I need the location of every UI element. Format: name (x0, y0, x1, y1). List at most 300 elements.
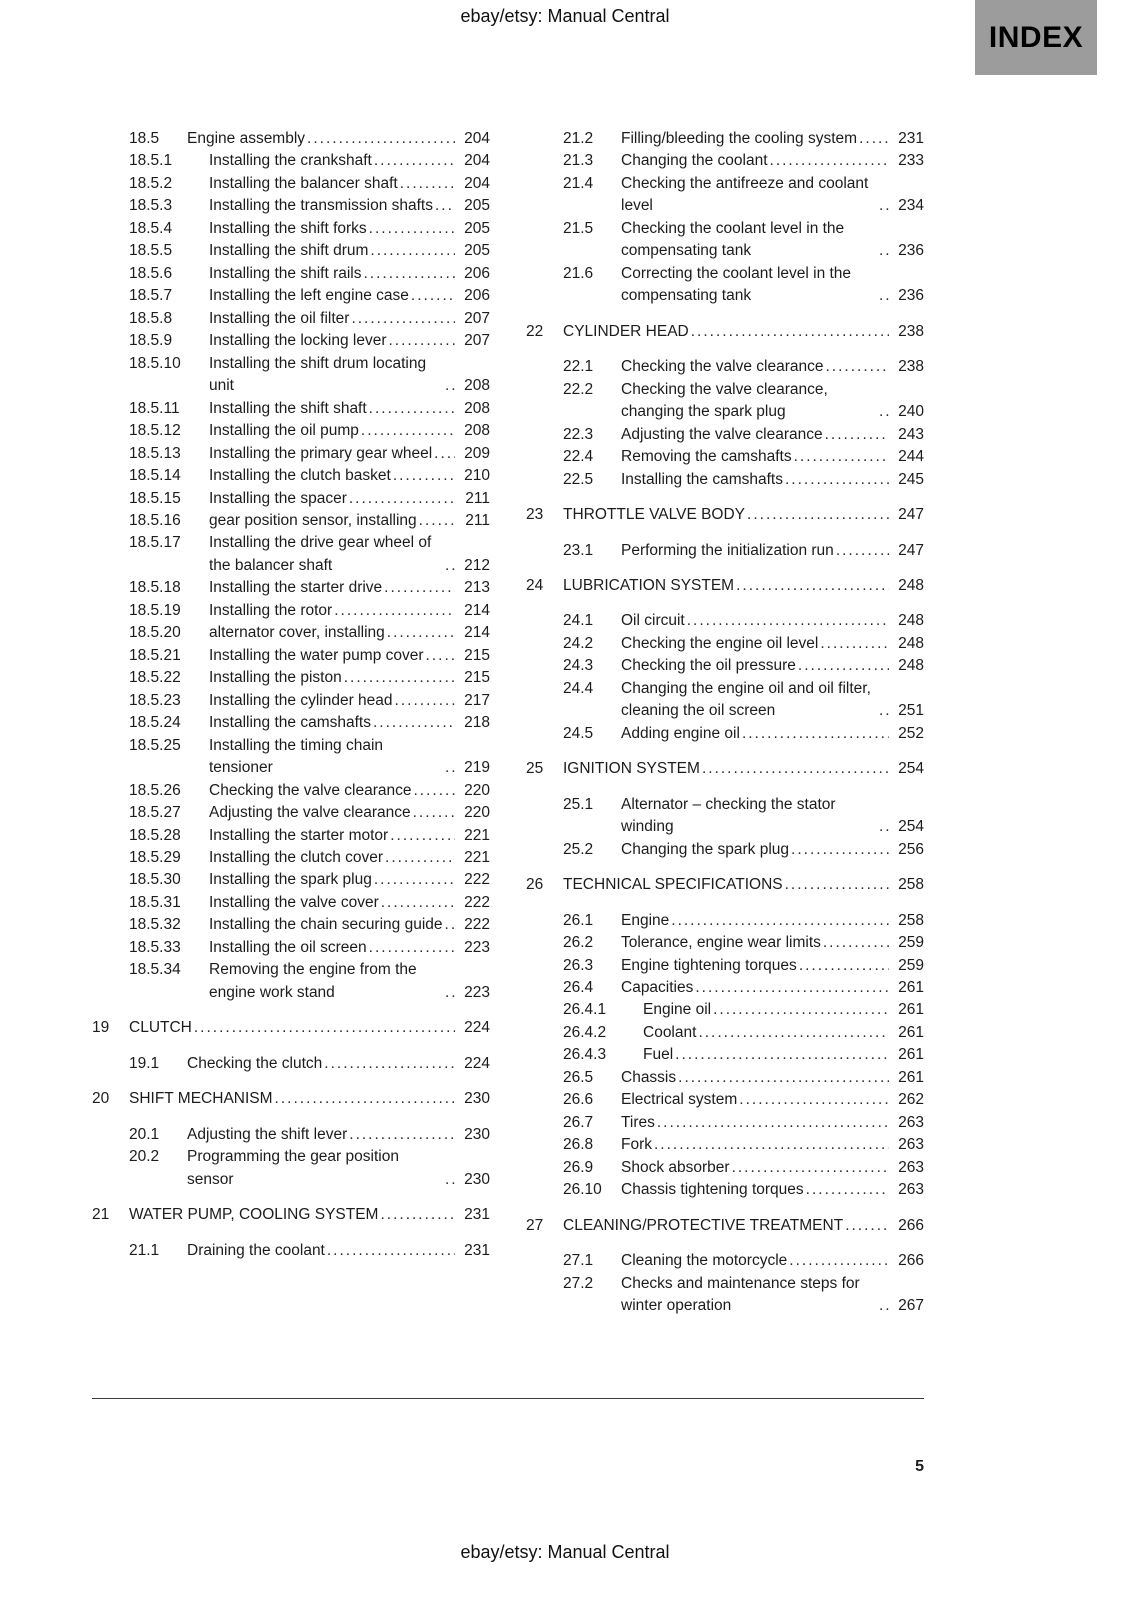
toc-entry (526, 321, 924, 343)
entry-title: Installing the starter drive (209, 579, 383, 597)
toc-entry (92, 780, 490, 802)
dot-leader (702, 758, 889, 780)
entry-page: 263 (898, 1181, 924, 1199)
entry-number: 18.5.16 (129, 511, 181, 529)
entry-number: 22.1 (563, 358, 594, 376)
entry-title: Fork (621, 1136, 652, 1154)
toc-entry (526, 469, 924, 491)
dot-leader (785, 469, 889, 491)
entry-number: 24.3 (563, 657, 594, 675)
entry-number: 21 (92, 1206, 110, 1224)
entry-number: 23.1 (563, 541, 594, 559)
toc-entry (526, 1157, 924, 1179)
dot-leader (671, 910, 889, 932)
entry-number: 27.1 (563, 1252, 594, 1270)
dot-leader (374, 150, 455, 172)
toc-entry (526, 655, 924, 677)
entry-page: 204 (464, 152, 490, 170)
entry-page: 222 (464, 893, 490, 911)
entry-number: 26.2 (563, 934, 594, 952)
entry-title: Installing the oil filter (209, 309, 350, 327)
toc-entry (526, 1112, 924, 1134)
dot-leader (349, 488, 455, 510)
dot-leader (791, 839, 889, 861)
entry-page: 206 (464, 287, 490, 305)
toc-entry (526, 1067, 924, 1089)
entry-title: Tires (621, 1113, 655, 1131)
toc-entry (526, 999, 924, 1021)
entry-number: 21.2 (563, 130, 594, 147)
entry-number: 18.5.13 (129, 444, 181, 462)
entry-page: 213 (464, 579, 490, 597)
entry-title: Checking the engine oil level (621, 634, 819, 652)
entry-title: Installing the shift forks (209, 219, 367, 237)
entry-number: 19.1 (129, 1054, 160, 1072)
toc-entry (526, 874, 924, 896)
toc-entry (526, 1044, 924, 1066)
dot-leader (361, 420, 455, 442)
entry-page: 205 (464, 242, 490, 260)
entry-title: gear position sensor, installing (209, 511, 417, 529)
entry-title: IGNITION SYSTEM (563, 760, 700, 778)
toc-entry (92, 488, 490, 510)
dot-leader (373, 712, 455, 734)
dot-leader (364, 263, 456, 285)
toc-column-right (526, 128, 924, 1318)
entry-page: 222 (464, 916, 490, 934)
entry-page: 261 (898, 1001, 924, 1019)
entry-number: 26.4.2 (563, 1023, 607, 1041)
dot-leader (742, 723, 889, 745)
entry-number: 26.9 (563, 1158, 594, 1176)
entry-number: 18.5.25 (129, 736, 181, 754)
entry-number: 26.1 (563, 911, 594, 929)
entry-page: 243 (898, 425, 924, 443)
entry-page: 231 (898, 130, 924, 147)
entry-number: 18.5.20 (129, 624, 181, 642)
entry-page: 248 (898, 634, 924, 652)
entry-title: Filling/bleeding the cooling system (621, 130, 858, 147)
toc-entry (526, 150, 924, 172)
toc-entry (526, 678, 924, 723)
entry-title: CLEANING/PROTECTIVE TREATMENT (563, 1216, 844, 1234)
entry-page: 218 (464, 714, 490, 732)
entry-number: 18.5.2 (129, 174, 173, 192)
entry-page: 238 (898, 358, 924, 376)
toc-entry (526, 910, 924, 932)
entry-title: Adjusting the valve clearance (621, 425, 823, 443)
entry-page: 236 (898, 242, 924, 260)
toc-entry (92, 218, 490, 240)
toc-entry (526, 977, 924, 999)
toc-entry (92, 195, 490, 217)
entry-number: 27.2 (563, 1274, 594, 1292)
entry-page: 261 (898, 1023, 924, 1041)
entry-number: 26.4.3 (563, 1046, 607, 1064)
entry-title: Changing the coolant (621, 152, 768, 170)
entry-title: Installing the primary gear wheel (209, 444, 433, 462)
dot-leader (387, 622, 455, 644)
entry-title: Removing the camshafts (621, 448, 792, 466)
entry-page: 223 (464, 938, 490, 956)
entry-page: 221 (464, 826, 490, 844)
entry-number: 25.2 (563, 840, 594, 858)
entry-page: 204 (464, 174, 490, 192)
entry-number: 18.5.11 (129, 399, 180, 417)
entry-page: 206 (464, 264, 490, 282)
entry-number: 18.5.15 (129, 489, 181, 507)
entry-page: 205 (464, 219, 490, 237)
entry-title: Installing the shift rails (209, 264, 362, 282)
page-number: 5 (915, 1458, 924, 1475)
toc-entry (92, 150, 490, 172)
dot-leader (825, 356, 889, 378)
dot-leader (654, 1134, 889, 1156)
entry-number: 26.6 (563, 1091, 594, 1109)
entry-title: Installing the balancer shaft (209, 174, 398, 192)
dot-leader (879, 401, 889, 423)
entry-title: Installing the shift shaft (209, 399, 367, 417)
toc-entry (92, 398, 490, 420)
entry-page: 261 (898, 979, 924, 996)
toc-entry (526, 424, 924, 446)
entry-title: Checks and maintenance steps for winter operation (621, 1274, 860, 1315)
toc-entry (92, 735, 490, 780)
entry-title: Installing the rotor (209, 601, 333, 619)
toc-entry (92, 712, 490, 734)
entry-title: alternator cover, installing (209, 624, 385, 642)
entry-title: Checking the coolant level in the compensating tank (621, 219, 845, 260)
toc-entry (526, 1022, 924, 1044)
entry-number: 21.5 (563, 219, 594, 237)
entry-title: SHIFT MECHANISM (129, 1090, 273, 1108)
entry-number: 22.3 (563, 425, 594, 443)
entry-number: 18.5.34 (129, 961, 181, 979)
entry-page: 221 (464, 849, 490, 866)
entry-title: Checking the valve clearance (209, 781, 412, 799)
entry-number: 18.5.33 (129, 938, 181, 956)
entry-page: 263 (898, 1113, 924, 1131)
entry-page: 236 (898, 287, 924, 305)
entry-page: 223 (464, 983, 490, 1001)
toc-entry (526, 610, 924, 632)
toc-entry (92, 892, 490, 914)
toc-entry (92, 802, 490, 824)
entry-title: THROTTLE VALVE BODY (563, 506, 746, 524)
dot-leader (389, 330, 456, 352)
entry-page: 207 (464, 309, 490, 327)
entry-number: 24.4 (563, 679, 594, 697)
entry-number: 22.4 (563, 448, 594, 466)
entry-page: 261 (898, 1046, 924, 1064)
entry-number: 18.5.12 (129, 422, 181, 440)
entry-number: 20.1 (129, 1125, 160, 1143)
entry-title: Engine oil (643, 1001, 712, 1019)
entry-title: Installing the clutch basket (209, 467, 391, 485)
dot-leader (736, 575, 889, 597)
entry-title: Changing the engine oil and oil filter, cleaning the oil screen (621, 679, 871, 720)
entry-title: Checking the valve clearance, changing the spark plug (621, 380, 828, 421)
toc-entry (92, 847, 490, 869)
entry-title: Adjusting the shift lever (187, 1125, 348, 1143)
entry-number: 18.5.9 (129, 332, 173, 350)
entry-page: 261 (898, 1068, 924, 1086)
entry-title: Installing the crankshaft (209, 152, 372, 170)
toc-entry (92, 1017, 490, 1039)
toc-entry (92, 285, 490, 307)
toc-entry (526, 1089, 924, 1111)
dot-leader (691, 321, 889, 343)
entry-title: Installing the clutch cover (209, 849, 384, 866)
entry-title: Installing the transmission shafts (209, 197, 433, 215)
entry-page: 266 (898, 1252, 924, 1270)
dot-leader (413, 780, 455, 802)
toc-entry (92, 622, 490, 644)
dot-leader (385, 847, 455, 869)
toc-entry (92, 1204, 490, 1226)
dot-leader (798, 655, 889, 677)
toc-entry (526, 540, 924, 562)
entry-title: Programming the gear position sensor (187, 1148, 399, 1188)
entry-number: 18.5.26 (129, 781, 181, 799)
entry-number: 18.5.23 (129, 691, 181, 709)
dot-leader (825, 424, 889, 446)
dot-leader (879, 240, 889, 262)
dot-leader (879, 285, 889, 307)
entry-page: 230 (464, 1090, 490, 1108)
dot-leader (732, 1157, 889, 1179)
dot-leader (393, 465, 455, 487)
toc-entry (92, 1053, 490, 1075)
entry-number: 26.4.1 (563, 1001, 607, 1019)
entry-title: Installing the spark plug (209, 871, 372, 889)
dot-leader (419, 510, 455, 532)
dot-leader (687, 610, 889, 632)
entry-number: 26.4 (563, 979, 594, 996)
entry-title: Oil circuit (621, 612, 685, 630)
entry-number: 18.5.6 (129, 264, 173, 282)
entry-page: 231 (464, 1241, 490, 1259)
entry-title: Installing the valve cover (209, 893, 379, 911)
entry-title: Coolant (643, 1023, 697, 1041)
entry-page: 220 (464, 781, 490, 799)
header-site-label: ebay/etsy: Manual Central (460, 6, 670, 26)
dot-leader (770, 150, 889, 172)
toc-column-left (92, 128, 490, 1318)
entry-number: 18.5.18 (129, 579, 181, 597)
toc-entry (92, 465, 490, 487)
entry-page: 248 (898, 657, 924, 675)
toc-entry (92, 645, 490, 667)
entry-number: 21.3 (563, 152, 594, 170)
entry-number: 24.2 (563, 634, 594, 652)
toc-entry (92, 600, 490, 622)
entry-number: 26 (526, 876, 544, 894)
entry-number: 18.5.5 (129, 242, 173, 260)
entry-number: 21.6 (563, 264, 594, 282)
entry-title: Checking the oil pressure (621, 657, 796, 675)
entry-page: 219 (464, 759, 490, 777)
entry-page: 208 (464, 422, 490, 440)
toc-entry (92, 1146, 490, 1191)
dot-leader (879, 195, 889, 217)
toc-entry (526, 504, 924, 526)
toc-entry (526, 1134, 924, 1156)
entry-page: 238 (898, 322, 924, 340)
entry-page: 231 (464, 1206, 490, 1224)
entry-title: Engine tightening torques (621, 956, 797, 974)
entry-number: 22 (526, 322, 544, 340)
entry-number: 18.5.27 (129, 804, 181, 822)
entry-number: 24.5 (563, 724, 594, 742)
entry-page: 214 (464, 624, 490, 642)
toc-entry (92, 308, 490, 330)
entry-title: Shock absorber (621, 1158, 730, 1176)
dot-leader (445, 914, 455, 936)
dot-leader (713, 999, 889, 1021)
toc-entry (92, 263, 490, 285)
entry-title: Removing the engine from the engine work stand (209, 961, 417, 1001)
entry-title: Installing the water pump cover (209, 646, 424, 664)
entry-page: 204 (464, 130, 490, 147)
dot-leader (445, 555, 455, 577)
entry-page: 208 (464, 377, 490, 395)
entry-number: 18.5.1 (129, 152, 173, 170)
entry-title: Installing the piston (209, 669, 342, 687)
dot-leader (445, 757, 455, 779)
entry-page: 252 (898, 724, 924, 742)
dot-leader (351, 308, 455, 330)
dot-leader (395, 690, 455, 712)
entry-page: 233 (898, 152, 924, 170)
toc-entry (92, 532, 490, 577)
dot-leader (695, 977, 889, 999)
entry-page: 215 (464, 669, 490, 687)
dot-leader (836, 540, 889, 562)
toc-entry (92, 420, 490, 442)
entry-page: 234 (898, 197, 924, 215)
toc-entry (92, 1240, 490, 1262)
dot-leader (324, 1053, 455, 1075)
entry-page: 209 (464, 444, 490, 462)
toc-entry (526, 263, 924, 308)
entry-number: 18.5.4 (129, 219, 173, 237)
dot-leader (747, 504, 889, 526)
dot-leader (789, 1250, 889, 1272)
entry-page: 267 (898, 1297, 924, 1315)
toc-entry (92, 330, 490, 352)
entry-number: 18.5 (129, 130, 160, 147)
entry-number: 18.5.30 (129, 871, 181, 889)
dot-leader (799, 955, 889, 977)
toc-entry (526, 1215, 924, 1237)
dot-leader (334, 600, 455, 622)
entry-title: Chassis tightening torques (621, 1181, 804, 1199)
entry-page: 222 (464, 871, 490, 889)
entry-number: 26.3 (563, 956, 594, 974)
entry-page: 248 (898, 612, 924, 630)
toc-entry (526, 379, 924, 424)
entry-title: Correcting the coolant level in the compensating tank (621, 264, 852, 305)
toc-entry (92, 577, 490, 599)
toc-entry (526, 633, 924, 655)
entry-number: 18.5.8 (129, 309, 173, 327)
entry-number: 18.5.3 (129, 197, 173, 215)
dot-leader (369, 937, 455, 959)
entry-title: Adjusting the valve clearance (209, 804, 411, 822)
entry-page: 240 (898, 403, 924, 421)
entry-number: 26.7 (563, 1113, 594, 1131)
dot-leader (879, 816, 889, 838)
dot-leader (675, 1044, 889, 1066)
toc-entry (526, 794, 924, 839)
dot-leader (381, 892, 455, 914)
toc-entry (526, 128, 924, 150)
entry-title: Electrical system (621, 1091, 738, 1109)
entry-page: 256 (898, 840, 924, 858)
footer-divider (92, 1398, 924, 1399)
dot-leader (344, 667, 455, 689)
entry-number: 23 (526, 506, 544, 524)
dot-leader (445, 1169, 455, 1191)
entry-page: 263 (898, 1136, 924, 1154)
dot-leader (845, 1215, 889, 1237)
entry-number: 21.4 (563, 174, 594, 192)
toc-entry (92, 690, 490, 712)
entry-title: Installing the camshafts (621, 470, 783, 488)
toc-entry (526, 839, 924, 861)
toc-entry (526, 446, 924, 468)
entry-page: 211 (465, 511, 490, 529)
entry-title: Installing the shift drum locating unit (209, 354, 427, 395)
entry-page: 224 (464, 1054, 490, 1072)
toc-entry (92, 914, 490, 936)
entry-title: Installing the locking lever (209, 332, 387, 350)
toc-content (92, 128, 924, 1318)
toc-entry (526, 1179, 924, 1201)
entry-page: 262 (898, 1091, 924, 1109)
entry-page: 210 (464, 467, 490, 485)
entry-title: Engine (621, 911, 670, 929)
entry-title: Capacities (621, 979, 694, 996)
dot-leader (411, 285, 455, 307)
toc-entry (92, 1088, 490, 1110)
entry-number: 26.10 (563, 1181, 602, 1199)
dot-leader (384, 577, 455, 599)
dot-leader (445, 982, 455, 1004)
toc-entry (92, 353, 490, 398)
toc-entry (526, 356, 924, 378)
entry-number: 26.8 (563, 1136, 594, 1154)
dot-leader (879, 1295, 889, 1317)
toc-entry (92, 937, 490, 959)
entry-page: 214 (464, 601, 490, 619)
entry-page: 259 (898, 934, 924, 952)
entry-number: 18.5.28 (129, 826, 181, 844)
entry-title: Installing the shift drum (209, 242, 369, 260)
entry-title: Installing the camshafts (209, 714, 371, 732)
entry-number: 19 (92, 1019, 110, 1037)
entry-title: CLUTCH (129, 1019, 192, 1037)
entry-title: Alternator – checking the stator winding (621, 795, 836, 836)
dot-leader (785, 874, 889, 896)
entry-page: 224 (464, 1019, 490, 1037)
entry-number: 22.2 (563, 380, 594, 398)
entry-page: 245 (898, 470, 924, 488)
toc-entry (92, 240, 490, 262)
entry-page: 247 (898, 506, 924, 524)
toc-entry (526, 575, 924, 597)
